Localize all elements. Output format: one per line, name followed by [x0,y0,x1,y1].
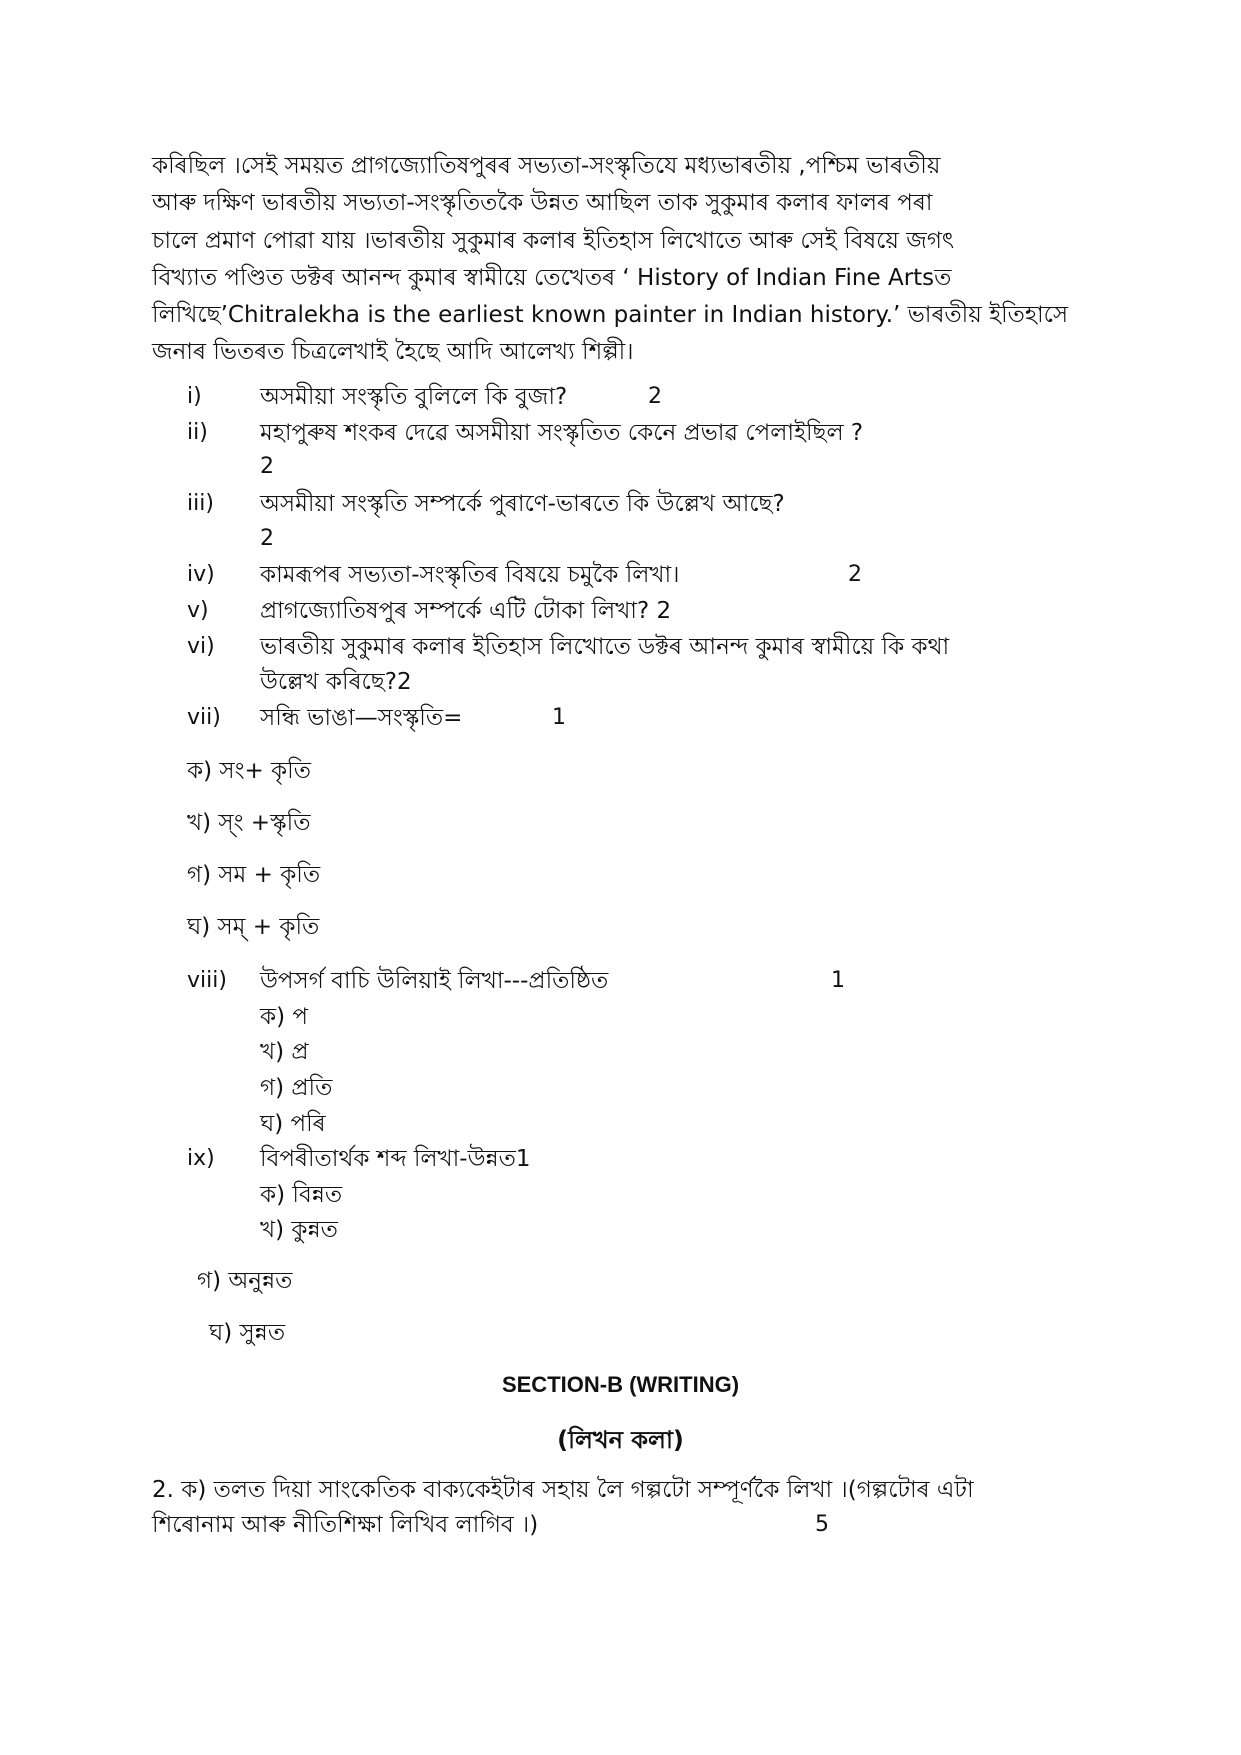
option-item: খ) প্ৰ [260,1039,309,1065]
passage-line: জনাৰ ভিতৰত চিত্ৰলেখাই হৈছে আদি আলেখ্য শিল্পী। [152,339,634,366]
question-number: v) [187,598,209,623]
section-b-subtitle: (লিখন কলা) [557,1426,684,1454]
question-number: viii) [187,968,227,993]
question-text: অসমীয়া সংস্কৃতি সম্পৰ্কে পুৰাণে-ভাৰতে কি উল্লেখ আছে? [260,491,785,517]
option-item: গ) প্ৰতি [260,1075,333,1101]
passage-line: বিখ্যাত পণ্ডিত ডক্টৰ আনন্দ কুমাৰ স্বামীয়ে তেখেতৰ ‘ History of Indian Fine Artsত [152,264,952,291]
question-text: প্ৰাগজ্যোতিষপুৰ সম্পৰ্কে এটি টোকা লিখা? 2 [260,598,672,624]
question-marks: 1 [831,968,845,993]
passage-line: কৰিছিল ।সেই সময়ত প্ৰাগজ্যোতিষপুৰৰ সভ্যতা-সংস্কৃতিযে মধ্যভাৰতীয় ,পশ্চিম ভাৰতীয় [152,153,941,179]
passage-line: লিখিছে’Chitralekha is the earliest known painter in Indian history.’ ভাৰতীয় ইতিহাসে [152,302,1069,329]
question-marks: 2 [648,384,662,409]
question-number: iii) [187,491,214,516]
question-marks: 5 [815,1512,829,1537]
option-item: গ) অনুন্নত [197,1268,293,1294]
option-item: খ) কুন্নত [260,1217,338,1243]
option-item: ঘ) সুন্নত [209,1320,286,1346]
question-number: i) [187,384,202,409]
question-text: ভাৰতীয় সুকুমাৰ কলাৰ ইতিহাস লিখোতে ডক্টৰ আনন্দ কুমাৰ স্বামীয়ে কি কথা [260,634,950,660]
question-text-continued: উল্লেখ কৰিছে?2 [260,669,412,695]
question-marks: 2 [848,562,862,587]
question-marks: 1 [552,705,566,730]
question-number: ii) [187,420,208,445]
question-text: মহাপুৰুষ শংকৰ দেৱে অসমীয়া সংস্কৃতিত কেনে প্ৰভাৱ পেলাইছিল ? [260,420,864,446]
question-text: কামৰূপৰ সভ্যতা-সংস্কৃতিৰ বিষয়ে চমুকৈ লিখা। [260,562,680,588]
section-b-title: SECTION-B (WRITING) [501,1372,740,1397]
question-number: vii) [187,705,221,730]
question-text: সন্ধি ভাঙা—সংস্কৃতি= [260,705,463,731]
option-item: ক) সং+ কৃতি [187,758,311,784]
question-2-text: 2. ক) তলত দিয়া সাংকেতিক বাক্যকেইটাৰ সহায় লৈ গল্পটো সম্পূৰ্ণকৈ লিখা ।(গল্পটোৰ এটা [152,1477,974,1503]
option-item: ক) প [260,1004,308,1030]
question-text: বিপৰীতাৰ্থক শব্দ লিখা-উন্নত1 [260,1146,531,1172]
comprehension-passage [152,148,1092,372]
question-number: ix) [187,1146,215,1171]
option-item: ঘ) সম্ + কৃতি [187,914,320,940]
option-item: খ) স্ং +স্কৃতি [187,810,311,836]
passage-line: চালে প্ৰমাণ পোৱা যায় ।ভাৰতীয় সুকুমাৰ কলাৰ ইতিহাস লিখোতে আৰু সেই বিষয়ে জগৎ [152,227,955,254]
question-marks: 2 [260,454,274,479]
option-item: ঘ) পৰি [260,1111,326,1137]
question-text: অসমীয়া সংস্কৃতি বুলিলে কি বুজা? [260,384,568,410]
option-item: ক) বিন্নত [260,1182,343,1208]
question-marks: 2 [260,526,274,551]
question-2-text-continued: শিৰোনাম আৰু নীতিশিক্ষা লিখিব লাগিব ।) [152,1512,539,1538]
question-text: উপসৰ্গ বাচি উলিয়াই লিখা---প্ৰতিষ্ঠিত [260,968,609,994]
question-number: iv) [187,562,215,587]
option-item: গ) সম + কৃতি [187,862,321,888]
passage-line: আৰু দক্ষিণ ভাৰতীয় সভ্যতা-সংস্কৃতিতকৈ উন্নত আছিল তাক সুকুমাৰ কলাৰ ফালৰ পৰা [152,190,933,217]
question-number: vi) [187,634,215,659]
